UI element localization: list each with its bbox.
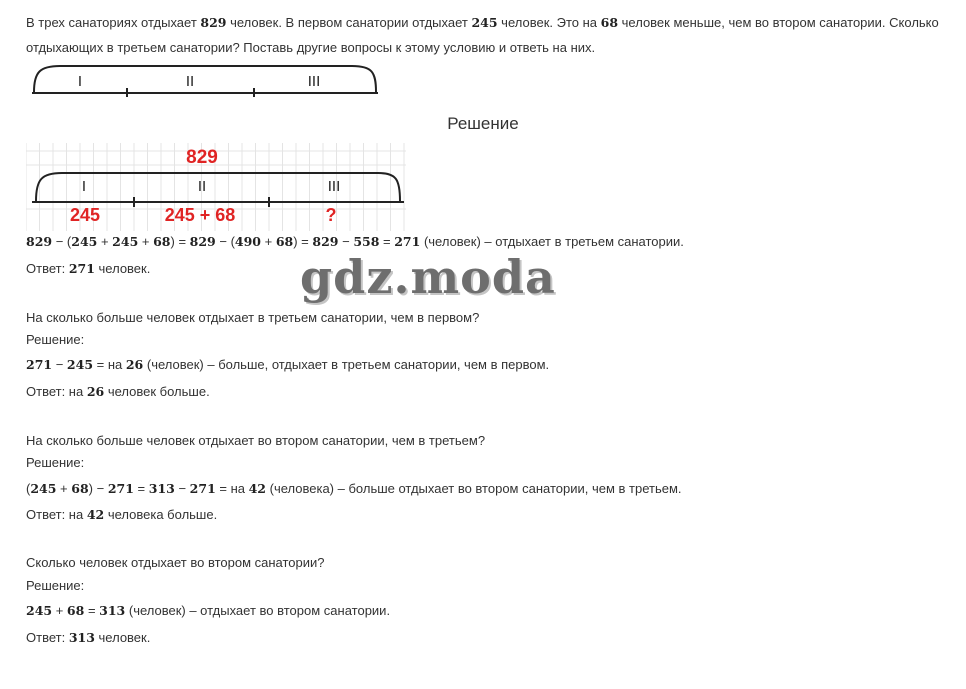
question-3: Сколько человек отдыхает во втором санатории? [26,555,325,570]
below-label-1: 245 [69,205,101,225]
question-3-expression: 245 + 68 = 313 (человек) – отдыхает во втором санатории. [26,603,391,618]
question-1-expression: 271 − 245 = на 26 (человек) – больше, отдыхает в третьем санатории, чем в первом. [26,357,550,372]
question-1-answer: Ответ: на 26 человек больше. [26,384,210,399]
solution-title: Решение [447,114,519,133]
question-2-solution-label: Решение: [26,455,85,470]
question-1-solution-label: Решение: [26,332,85,347]
segment-label-1: I [77,73,83,90]
segment-label-3: III [327,178,341,195]
problem-line-2: отдыхающих в третьем санатории? Поставь другие вопросы к этому условию и ответь на них. [26,40,596,55]
watermark-logo: gdz.moda [300,250,556,304]
question-1: На сколько больше человек отдыхает в третьем санатории, чем в первом? [26,310,480,325]
problem-line-1: В трех санаториях отдыхает 829 человек. В первом санатории отдыхает 245 человек. Это на 68 человек меньше, чем во втором санатории. Сколько [26,15,939,30]
main-solution-expression: 829 − (245 + 245 + 68) = 829 − (490 + 68) = 829 − 558 = 271 (человек) – отдыхает в третьем санатории. [26,234,684,249]
question-3-solution-label: Решение: [26,578,85,593]
question-2-answer: Ответ: на 42 человека больше. [26,507,218,522]
segment-label-1: I [81,178,87,195]
segment-label-2: II [197,178,207,195]
main-answer: Ответ: 271 человек. [26,261,151,276]
below-label-2: 245 + 68 [164,205,236,225]
question-3-answer: Ответ: 313 человек. [26,630,151,645]
segment-diagram-top [30,62,382,98]
question-2-expression: (245 + 68) − 271 = 313 − 271 = на 42 (человека) – больше отдыхает во втором санатории, чем в третьем. [26,481,682,496]
below-label-3: ? [325,205,337,225]
question-2: На сколько больше человек отдыхает во втором санатории, чем в третьем? [26,433,486,448]
segment-label-2: II [185,73,195,90]
segment-diagram-solution [26,143,408,231]
segment-label-3: III [307,73,321,90]
total-label: 829 [186,147,218,168]
